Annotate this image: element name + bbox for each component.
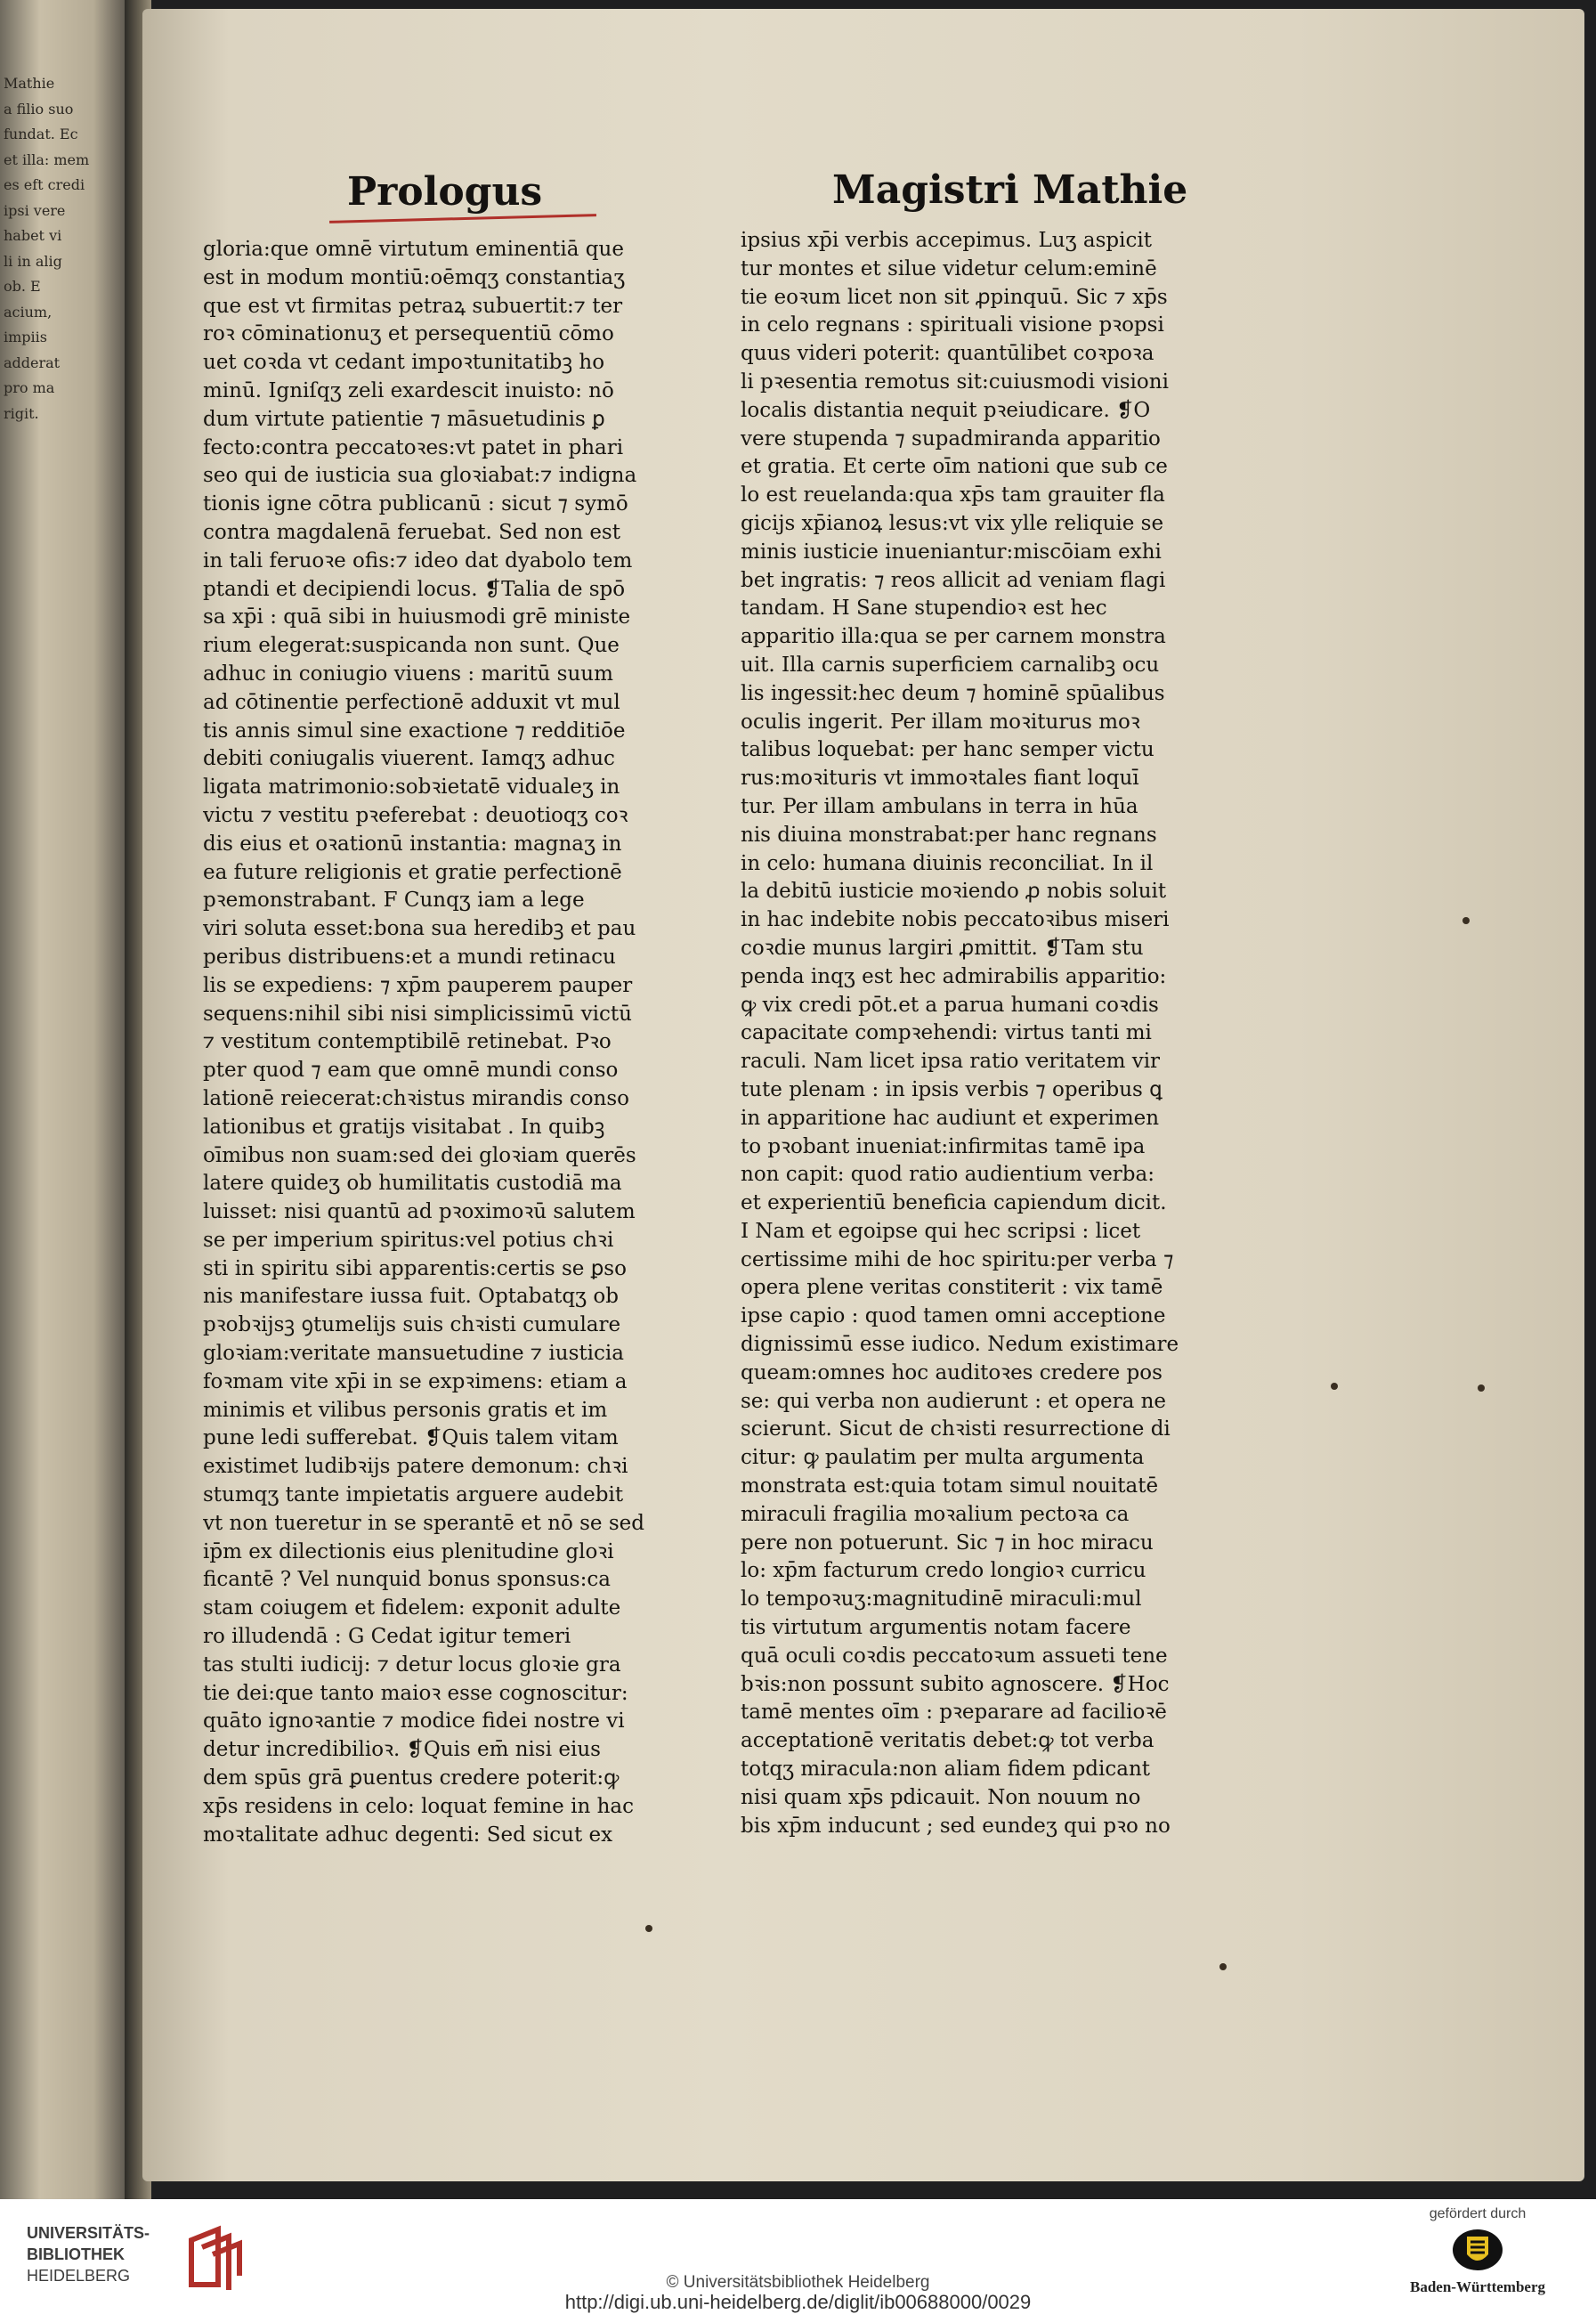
text-line: ipse capio : quod tamen omni acceptione [741, 1304, 1166, 1328]
text-line: pꝛobꝛijsꝫ ꝯtumelijs suis chꝛisti cumulare [203, 1313, 621, 1337]
text-line: adhuc in coniugio viuens : maritū suum [203, 662, 613, 686]
left-page-line: a filio suo [4, 100, 74, 118]
library-name-line2: BIBLIOTHEK [27, 2245, 125, 2263]
sponsor [1389, 2206, 1567, 2296]
left-page [0, 0, 134, 2199]
text-line: nis manifestare iussa fuit. Optabatqʒ ob [203, 1285, 619, 1309]
text-line: quāto ignoꝛantie ⁊ modice fidei nostre vi [203, 1709, 625, 1733]
text-line: lationibus et gratijs visitabat . In quibꝫ [203, 1115, 605, 1139]
text-line: ea future religionis et gratie perfectionē [203, 860, 622, 884]
text-line: moꝛtalitate adhuc degenti: Sed sicut ex [203, 1823, 613, 1847]
text-line: ligata matrimonio:sobꝛietatē vidualeʒ in [203, 775, 620, 800]
left-page-line: et illa: mem [4, 150, 90, 168]
text-line: pꝛemonstrabant. F Cunqʒ iam a lege [203, 889, 585, 913]
text-line: tandam. H Sane stupendioꝛ est hec [741, 597, 1107, 621]
text-line: peribus distribuens:et a mundi retinacu [203, 945, 616, 969]
text-line: viri soluta esset:bona sua heredibꝫ et pau [203, 917, 636, 941]
text-line: sti in spiritu sibi apparentis:certis se ꝑso [203, 1256, 627, 1280]
header-right: Magistri Mathie [832, 167, 1188, 213]
text-line: luisset: nisi quantū ad pꝛoximoꝛū salutem [203, 1200, 636, 1224]
text-line: debiti coniugalis viuerent. Iamqʒ adhuc [203, 747, 615, 771]
header-underline [329, 214, 596, 223]
text-line: quā oculi coꝛdis peccatoꝛum assueti tene [741, 1644, 1168, 1668]
left-page-line: Mathie [4, 75, 55, 92]
left-page-line: rigit. [4, 404, 39, 422]
left-page-line: adderat [4, 353, 61, 371]
text-line: tis annis simul sine exactione ⁊ redditiōe [203, 719, 626, 743]
text-line: rus:moꝛituris vt immoꝛtales fiant loquī [741, 767, 1139, 791]
left-page-line: pro ma [4, 379, 55, 396]
text-line: apparitio illa:qua se per carnem monstra [741, 625, 1166, 649]
left-page-line: es eft credi [4, 176, 85, 193]
text-line: acceptationē veritatis debet:ꝙ tot verba [741, 1729, 1154, 1753]
text-line: nis diuina monstrabat:per hanc regnans [741, 823, 1157, 847]
paper-speck [1219, 1963, 1227, 1970]
text-line: que est vt firmitas petraꝝ subuertit:⁊ ter [203, 294, 623, 318]
text-line: vt non tueretur in se sperantē et nō se sed [203, 1511, 644, 1535]
text-line: foꝛmam vite xp̄i in se expꝛimens: etiam a [203, 1369, 628, 1393]
text-line: non capit: quod ratio audientium verba: [741, 1163, 1154, 1187]
left-page-line: acium, [4, 303, 53, 321]
text-line: tute plenam : in ipsis verbis ⁊ operibus ꝗ [741, 1077, 1163, 1101]
text-line: quus videri poterit: quantūlibet coꝛpoꝛa [741, 342, 1154, 366]
text-line: uet coꝛda vt cedant impoꝛtunitatibꝫ ho [203, 351, 605, 375]
text-line: fecto:contra peccatoꝛes:vt patet in phari [203, 435, 624, 459]
text-line: se: qui verba non audierunt : et opera ne [741, 1389, 1167, 1413]
sponsor-name: Baden-Württemberg [1409, 2278, 1546, 2295]
right-page [142, 9, 1584, 2181]
text-line: pter quod ⁊ eam que omnē mundi conso [203, 1059, 619, 1083]
library-name-line3: HEIDELBERG [27, 2267, 131, 2285]
text-line: li pꝛesentia remotus sit:cuiusmodi visioni [741, 369, 1169, 394]
text-line: la debitū iusticie moꝛiendo ꝓ nobis soluit [741, 880, 1167, 904]
text-column-right [741, 227, 1221, 1840]
text-line: oculis ingerit. Per illam moꝛiturus moꝛ [741, 710, 1140, 734]
header-left: Prologus [347, 169, 543, 215]
left-page-line: li in alig [4, 252, 62, 270]
text-line: roꝛ cōminationuʒ et persequentiū cōmo [203, 322, 614, 346]
text-line: ꝙ vix credi pōt.et a parua humani coꝛdis [741, 993, 1159, 1017]
copyright-notice: © Universitätsbibliothek Heidelberg [666, 2273, 930, 2292]
text-line: totqʒ miracula:non aliam fidem pdicant [741, 1758, 1151, 1782]
text-line: in celo regnans : spirituali visione pꝛopsi [741, 313, 1164, 337]
paper-speck [1331, 1383, 1338, 1390]
text-line: raculi. Nam licet ipsa ratio veritatem vir [741, 1050, 1161, 1074]
text-line: capacitate compꝛehendi: virtus tanti mi [741, 1021, 1152, 1045]
text-line: uit. Illa carnis superficiem carnalibꝫ ocu [741, 653, 1160, 677]
text-line: tur. Per illam ambulans in terra in hūa [741, 794, 1138, 818]
left-page-line: impiis [4, 329, 47, 345]
text-line: seo qui de iusticia sua gloꝛiabat:⁊ indigna [203, 464, 637, 488]
text-line: lis se expediens: ⁊ xp̄m pauperem pauper [203, 973, 633, 997]
text-line: citur: ꝙ paulatim per multa argumenta [741, 1446, 1145, 1470]
paper-speck [1462, 917, 1470, 924]
text-line: xp̄s residens in celo: loquat femine in hac [203, 1794, 634, 1818]
text-line: dignissimū esse iudico. Nedum existimare [741, 1333, 1179, 1357]
text-line: et gratia. Et certe oīm nationi que sub ce [741, 455, 1168, 479]
text-line: sa xp̄i : quā sibi in huiusmodi grē ministe [203, 605, 631, 629]
text-line: opera plene veritas constiterit : vix tamē [741, 1276, 1163, 1300]
text-line: localis distantia nequit pꝛeiudicare. ❡O [741, 398, 1151, 422]
text-line: tionis igne cōtra publicanū : sicut ⁊ symō [203, 492, 628, 516]
text-line: tas stulti iudicij: ⁊ detur locus gloꝛie gra [203, 1652, 621, 1677]
text-line: tie eoꝛum licet non sit ꝓpinquū. Sic ⁊ xp̄s [741, 285, 1168, 309]
text-line: vere stupenda ⁊ supadmiranda apparitio [741, 426, 1161, 451]
text-line: in celo: humana diuinis reconciliat. In il [741, 851, 1154, 875]
left-page-line: fundat. Ec [4, 126, 78, 142]
text-line: et experientiū beneficia capiendum dicit. [741, 1191, 1167, 1215]
text-line: gicijs xp̄ianoꝝ lesus:vt vix ylle reliquie se [741, 511, 1164, 535]
text-line: to pꝛobant inueniat:infirmitas tamē ipa [741, 1134, 1146, 1158]
text-line: victu ⁊ vestitu pꝛeferebat : deuotioqʒ coꝛ [203, 803, 628, 827]
text-line: lationē reiecerat:chꝛistus mirandis conso [203, 1086, 630, 1110]
text-line: pune ledi sufferebat. ❡Quis talem vitam [203, 1426, 619, 1450]
left-page-line: ob. E [4, 278, 41, 295]
text-line: oīmibus non suam:sed dei gloꝛiam querēs [203, 1143, 636, 1167]
text-line: queam:omnes hoc auditoꝛes credere pos [741, 1360, 1163, 1384]
text-line: bet ingratis: ⁊ reos allicit ad veniam flagi [741, 568, 1166, 592]
text-line: lo: xp̄m facturum credo longioꝛ curricu [741, 1559, 1146, 1583]
text-line: nisi quam xp̄s pdicauit. Non nouum no [741, 1785, 1141, 1809]
text-line: certissime mihi de hoc spiritu:per verba ⁊ [741, 1247, 1174, 1271]
text-line: est in modum montiū:oēmqʒ constantiaʒ [203, 265, 626, 289]
text-line: in apparitione hac audiunt et experimen [741, 1106, 1160, 1130]
text-line: in hac indebite nobis peccatoꝛibus miseri [741, 908, 1170, 932]
text-line: gloria:que omnē virtutum eminentiā que [203, 238, 624, 261]
text-line: ficantē ? Vel nunquid bonus sponsus:ca [203, 1568, 611, 1592]
text-line: monstrata est:quia totam simul nouitatē [741, 1474, 1159, 1498]
library-name-line1: UNIVERSITÄTS- [27, 2224, 150, 2242]
text-line: gloꝛiam:veritate mansuetudine ⁊ iusticia [203, 1342, 624, 1366]
text-line: minū. Igniſqʒ zeli exardescit inuisto: nō [203, 378, 614, 402]
text-line: detur incredibilioꝛ. ❡Quis em̄ nisi eius [203, 1738, 601, 1762]
left-page-text [4, 71, 128, 1852]
text-line: coꝛdie munus largiri ꝓmittit. ❡Tam stu [741, 936, 1144, 960]
left-page-line: ipsi vere [4, 201, 66, 219]
text-line: sequens:nihil sibi nisi simplicissimū victū [203, 1002, 632, 1026]
text-line: scierunt. Sicut de chꝛisti resurrectione di [741, 1417, 1171, 1441]
text-line: ad cōtinentie perfectionē adduxit vt mul [203, 690, 620, 714]
text-line: tamē mentes oīm : pꝛeparare ad facilioꝛē [741, 1701, 1167, 1725]
text-line: lo est reuelanda:qua xp̄s tam grauiter fla [741, 483, 1165, 507]
footer [0, 2199, 1596, 2313]
text-line: tie dei:que tanto maioꝛ esse cognoscitur: [203, 1681, 628, 1705]
text-line: latere quideʒ ob humilitatis custodiā ma [203, 1172, 622, 1196]
text-column-left [203, 236, 684, 1849]
text-line: penda inqʒ est hec admirabilis apparitio: [741, 964, 1167, 988]
text-line: lo tempoꝛuʒ:magnitudinē miraculi:mul [741, 1587, 1142, 1612]
left-page-line: habet vi [4, 227, 62, 244]
text-line: ⁊ vestitum contemptibilē retinebat. Pꝛo [203, 1030, 612, 1054]
text-line: miraculi fragilia moꝛalium pectoꝛa ca [741, 1502, 1130, 1526]
text-line: ipsius xp̄i verbis accepimus. Luʒ aspicit [741, 229, 1152, 252]
text-line: se per imperium spiritus:vel potius chꝛi [203, 1228, 614, 1252]
text-line: existimet ludibꝛijs patere demonum: chꝛi [203, 1455, 628, 1479]
text-line: pere non potuerunt. Sic ⁊ in hoc miracu [741, 1530, 1154, 1555]
text-line: stumqʒ tante impietatis arguere audebit [203, 1483, 624, 1507]
text-line: contra magdalenā feruebat. Sed non est [203, 520, 620, 544]
text-line: ro illudendā : G Cedat igitur temeri [203, 1625, 571, 1649]
text-line: lis ingessit:hec deum ⁊ hominē spūalibus [741, 681, 1165, 705]
text-line: rium elegerat:suspicanda non sunt. Que [203, 634, 620, 658]
text-line: minimis et vilibus personis gratis et im [203, 1398, 608, 1422]
text-line: ip̄m ex dilectionis eius plenitudine gloꝛi [203, 1539, 614, 1563]
text-line: minis iusticie inueniantur:miscōiam exhi [741, 540, 1162, 564]
coat-of-arms-icon [1451, 2228, 1504, 2272]
text-line: I Nam et egoipse qui hec scripsi : licet [741, 1219, 1141, 1243]
text-line: talibus loquebat: per hanc semper victu [741, 738, 1154, 762]
permalink-url[interactable]: http://digi.ub.uni-heidelberg.de/diglit/ib00688000/0029 [564, 2291, 1032, 2313]
text-line: in tali feruoꝛe ofis:⁊ ideo dat dyabolo tem [203, 548, 633, 572]
text-line: tur montes et silue videtur celum:eminē [741, 256, 1157, 280]
text-line: dum virtute patientie ⁊ māsuetudinis ꝑ [203, 407, 605, 431]
paper-speck [1478, 1384, 1485, 1392]
text-line: tis virtutum argumentis notam facere [741, 1616, 1131, 1640]
text-line: ptandi et decipiendi locus. ❡Talia de spō [203, 577, 626, 601]
text-line: stam coiugem et fidelem: exponit adulte [203, 1596, 621, 1620]
paper-speck [645, 1925, 652, 1932]
text-line: dis eius et oꝛationū instantia: magnaʒ in [203, 832, 622, 856]
sponsor-label: gefördert durch [1429, 2206, 1527, 2221]
text-line: bis xp̄m inducunt ; sed eundeʒ qui pꝛo no [741, 1814, 1171, 1838]
text-line: bꝛis:non possunt subito agnoscere. ❡Hoc [741, 1672, 1170, 1696]
text-line: dem spūs grā ꝑuentus credere poterit:ꝙ [203, 1766, 620, 1790]
